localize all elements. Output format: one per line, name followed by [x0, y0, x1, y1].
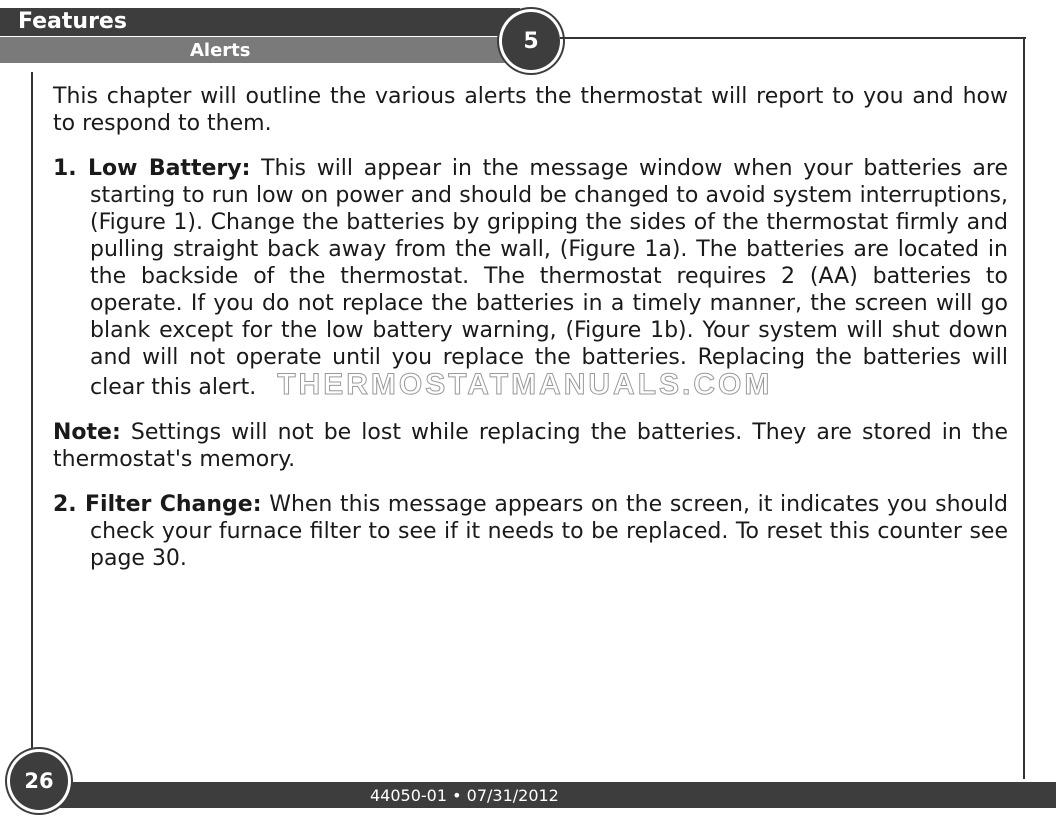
chapter-number-badge: 5: [502, 12, 560, 70]
frame-left-line: [31, 72, 33, 760]
note-paragraph: [53, 419, 1008, 473]
frame-right-line: [1023, 37, 1025, 779]
list-item-heading: 1. Low Battery:: [53, 156, 251, 181]
list-item-low-battery: [53, 155, 1008, 401]
page-number-badge: 26: [10, 752, 68, 810]
list-item-text: When this message appears on the screen, it indicates you should check your furnace filter to see if it needs to be replaced. To reset this counter see page 30.: [90, 492, 1008, 571]
note-heading: Note:: [53, 420, 121, 445]
document-info: 44050-01 • 07/31/2012: [370, 786, 559, 805]
list-item-heading: 2. Filter Change:: [53, 492, 262, 517]
list-item-filter-change: [53, 491, 1008, 572]
section-title: Features: [18, 9, 127, 34]
watermark-text: THERMOSTATMANUALS.COM: [277, 368, 773, 401]
page-content: [53, 83, 1008, 590]
list-item-text: This will appear in the message window when your batteries are starting to run low on power and should be changed to avoid system interruptions, (Figure 1). Change the batteries by gripping the sides of the thermostat firmly and pulling straight back away from the wall, (Figure 1a). The batteries are located in the backside of the thermostat. The thermostat requires 2 (AA) batteries to operate. If you do not replace the batteries in a timely manner, the screen will go blank except for the low battery warning, (Figure 1b). Your system will shut down and will not operate until you replace the batteries. Replacing the batteries will clear this alert.: [90, 156, 1008, 400]
intro-paragraph: This chapter will outline the various alerts the thermostat will report to you and how to respond to them.: [53, 84, 1008, 136]
subheader-bar: [0, 37, 505, 63]
frame-top-line: [560, 37, 1026, 39]
subsection-title: Alerts: [190, 40, 251, 61]
note-text: Settings will not be lost while replacing the batteries. They are stored in the thermostat's memory.: [53, 420, 1008, 472]
